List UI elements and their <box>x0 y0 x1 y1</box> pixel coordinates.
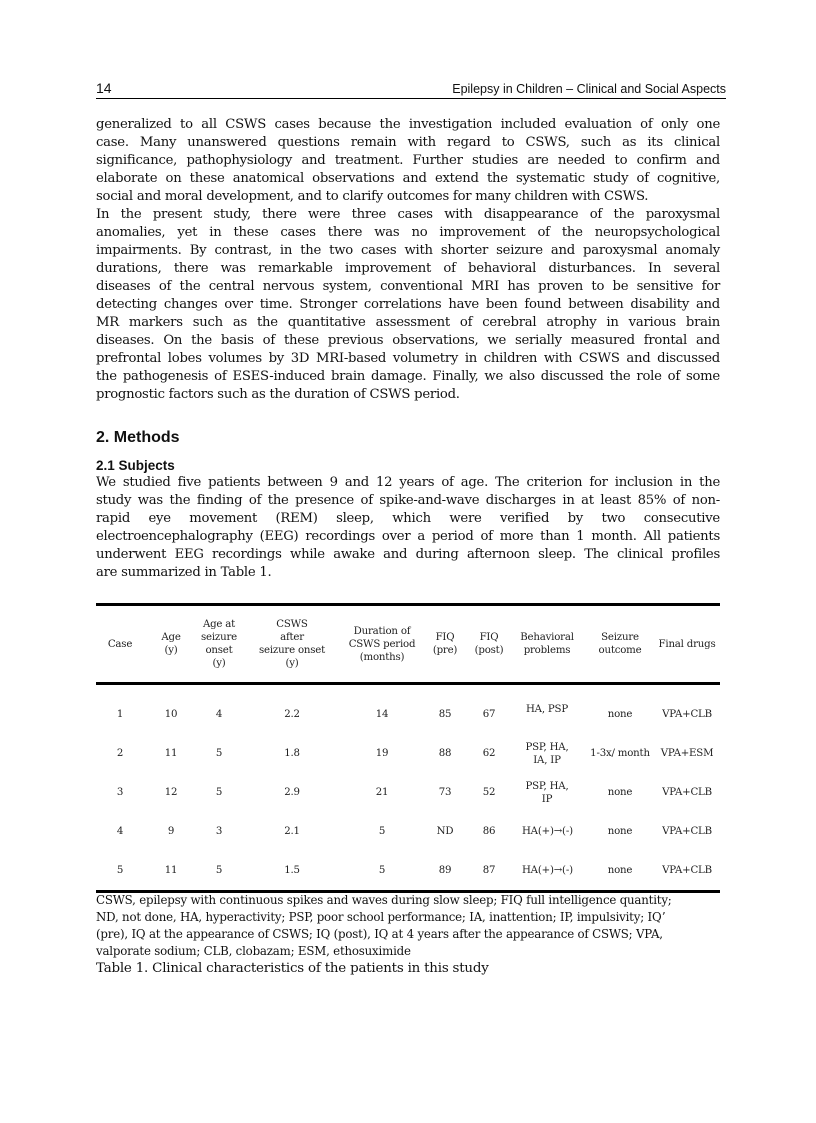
table-row <box>96 684 720 735</box>
column-header-line: outcome <box>598 645 642 656</box>
column-header-line: Seizure <box>601 632 639 643</box>
column-header <box>586 605 654 684</box>
table-cell: VPA+CLB <box>662 709 712 720</box>
table-body <box>96 684 720 892</box>
table-cell: 85 <box>438 709 452 720</box>
column-header-line: seizure <box>201 632 237 643</box>
table-cell: 52 <box>482 787 496 798</box>
table-cell: HA, PSP <box>525 704 568 715</box>
text-line: underwent EEG recordings while awake and during afternoon sleep. The clinical profiles <box>96 547 720 562</box>
text-line: generalized to all CSWS cases because the investigation included evaluation of only one <box>96 117 720 132</box>
text-line: prognostic factors such as the duration of CSWS period. <box>96 387 460 402</box>
table-cell: 86 <box>482 826 496 837</box>
table-cell: 2 <box>116 748 124 759</box>
paragraph-1 <box>96 116 720 206</box>
column-header <box>654 605 720 684</box>
table-cell: 21 <box>375 787 389 798</box>
text-line: the pathogenesis of ESES-induced brain damage. Finally, we also discussed the role of some <box>96 369 720 384</box>
column-header-line: after <box>280 632 304 643</box>
text-line: significance, pathophysiology and treatment. Further studies are needed to confirm and <box>96 153 720 168</box>
table-cell: 1-3x/ month <box>590 748 650 759</box>
table-cell: VPA+ESM <box>660 748 714 759</box>
table-cell: 73 <box>438 787 452 798</box>
page-header <box>96 80 726 99</box>
table-cell: VPA+CLB <box>662 787 712 798</box>
table-cell: 2.2 <box>284 709 300 720</box>
text-line: social and moral development, and to clarify outcomes for many children with CSWS. <box>96 189 649 204</box>
text-line: diseases. On the basis of these previous observations, we serially measured frontal and <box>96 333 720 348</box>
table-row <box>96 734 720 773</box>
table-cell: 1.8 <box>284 748 300 759</box>
column-header-line: (y) <box>212 658 226 669</box>
table-cell: none <box>607 826 633 837</box>
table-footnote <box>96 892 720 960</box>
table-cell: 3 <box>215 826 223 837</box>
table-cell: 5 <box>378 865 386 876</box>
table-cell: VPA+CLB <box>662 865 712 876</box>
column-header-line: Case <box>107 638 133 650</box>
text-line: electroencephalography (EEG) recordings over a period of more than 1 month. All patients <box>96 529 720 544</box>
column-header-line: (pre) <box>432 645 458 656</box>
text-line: detecting changes over time. Stronger correlations have been found between disability and <box>96 297 720 312</box>
column-header <box>470 605 508 684</box>
page-number: 14 <box>96 80 112 96</box>
column-header-line: problems <box>523 645 571 656</box>
table-row <box>96 773 720 812</box>
text-line: elaborate on these anatomical observations and extend the systematic study of cognitive, <box>96 171 720 186</box>
table-cell: 5 <box>116 865 124 876</box>
column-header <box>198 605 240 684</box>
footnote-line: valporate sodium; CLB, clobazam; ESM, ethosuximide <box>96 944 411 958</box>
text-line: impairments. By contrast, in the two cases with shorter seizure and paroxysmal anomaly <box>96 243 720 258</box>
subsection-heading: 2.1 Subjects <box>96 458 175 473</box>
column-header-line: onset <box>205 645 233 656</box>
column-header-line: Behavioral <box>520 632 574 643</box>
table-cell: 5 <box>378 826 386 837</box>
table-cell: 14 <box>375 709 389 720</box>
column-header <box>96 605 144 684</box>
table-cell: HA(+)→(-) <box>522 865 573 876</box>
text-line: anomalies, yet in these cases there was no improvement of the neuropsychological <box>96 225 720 240</box>
table-cell: PSP, HA, IP <box>525 780 569 805</box>
table-row <box>96 851 720 892</box>
clinical-characteristics-table <box>96 603 720 893</box>
table-caption: Table 1. Clinical characteristics of the patients in this study <box>96 961 489 976</box>
footnote-line: (pre), IQ at the appearance of CSWS; IQ (post), IQ at 4 years after the appearance of CSWS; VPA, <box>96 927 663 941</box>
text-line: In the present study, there were three cases with disappearance of the paroxysmal <box>96 207 720 222</box>
footnote-line: ND, not done, HA, hyperactivity; PSP, poor school performance; IA, inattention; IP, impulsivity; IQʼ <box>96 910 665 924</box>
table-header-row <box>96 605 720 684</box>
table-cell: none <box>607 787 633 798</box>
table-cell: 2.9 <box>284 787 300 798</box>
running-title: Epilepsy in Children – Clinical and Social Aspects <box>452 82 726 96</box>
column-header <box>420 605 470 684</box>
table-cell: 89 <box>438 865 452 876</box>
column-header-line: (post) <box>474 645 504 656</box>
table-cell: 11 <box>164 748 178 759</box>
table-cell: VPA+CLB <box>662 826 712 837</box>
footnote-line: CSWS, epilepsy with continuous spikes and waves during slow sleep; FIQ full intelligence quantity; <box>96 893 672 907</box>
paragraph-2 <box>96 206 720 404</box>
table-cell: 12 <box>164 787 178 798</box>
text-line: MR markers such as the quantitative assessment of cerebral atrophy in various brain <box>96 315 720 330</box>
column-header-line: Final drugs <box>658 638 716 650</box>
column-header-line: seizure onset <box>258 645 326 656</box>
table-row <box>96 812 720 851</box>
column-header-line: (y) <box>285 658 299 669</box>
text-line: prefrontal lobes volumes by 3D MRI-based volumetry in children with CSWS and discussed <box>96 351 720 366</box>
column-header-line: CSWS period <box>348 638 416 650</box>
table-cell: 67 <box>482 709 496 720</box>
text-line: diseases of the central nervous system, conventional MRI has proven to be sensitive for <box>96 279 720 294</box>
section-heading: 2. Methods <box>96 429 180 446</box>
table-cell: 5 <box>215 787 223 798</box>
table-cell: 87 <box>482 865 496 876</box>
column-header-line: Duration of <box>353 625 411 637</box>
table-cell: 19 <box>375 748 389 759</box>
table-cell: 2.1 <box>284 826 300 837</box>
table-cell: 1.5 <box>284 865 300 876</box>
column-header <box>240 605 344 684</box>
text-line: durations, there was remarkable improvement of behavioral disturbances. In several <box>96 261 720 276</box>
paragraph-3 <box>96 474 720 582</box>
table-cell: 9 <box>167 826 175 837</box>
table-cell: 1 <box>116 709 124 720</box>
column-header-line: (months) <box>359 651 405 663</box>
column-header-line: FIQ <box>435 632 455 643</box>
table-cell: none <box>607 709 633 720</box>
text-line: rapid eye movement (REM) sleep, which were verified by two consecutive <box>96 511 720 526</box>
table-cell: 4 <box>215 709 223 720</box>
column-header-line: (y) <box>164 645 178 656</box>
column-header <box>508 605 586 684</box>
table-cell: 88 <box>438 748 452 759</box>
table-cell: 11 <box>164 865 178 876</box>
table-cell: none <box>607 865 633 876</box>
text-line: are summarized in Table 1. <box>96 565 272 580</box>
text-line: study was the finding of the presence of spike-and-wave discharges in at least 85% of non- <box>96 493 720 508</box>
table-cell: 62 <box>482 748 496 759</box>
column-header <box>144 605 198 684</box>
column-header-line: Age <box>161 632 181 643</box>
table-cell: 5 <box>215 748 223 759</box>
table-cell: 3 <box>116 787 124 798</box>
text-line: We studied five patients between 9 and 12 years of age. The criterion for inclusion in the <box>96 475 720 490</box>
column-header <box>344 605 420 684</box>
table-cell: ND <box>436 826 454 837</box>
table-cell: 4 <box>116 826 124 837</box>
column-header-line: FIQ <box>479 632 499 643</box>
table-cell: HA(+)→(-) <box>522 826 573 837</box>
column-header-line: Age at <box>202 619 236 630</box>
table-cell: 10 <box>164 709 178 720</box>
column-header-line: CSWS <box>276 619 308 630</box>
table-cell: 5 <box>215 865 223 876</box>
table-cell: PSP, HA, IA, IP <box>525 741 569 766</box>
text-line: case. Many unanswered questions remain with regard to CSWS, such as its clinical <box>96 135 720 150</box>
